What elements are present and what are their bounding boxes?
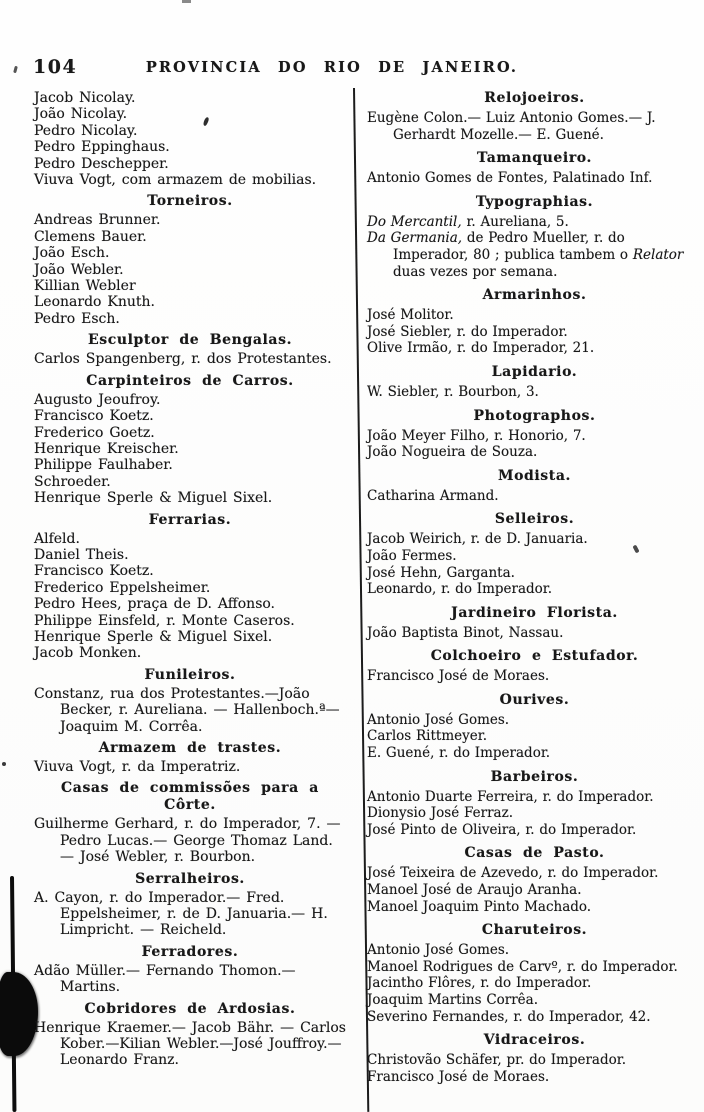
directory-entry bbox=[367, 340, 702, 357]
section-heading: Colchoeiro e Estufador. bbox=[430, 648, 639, 665]
entry-text: Carlos Spangenberg, r. dos Protestantes. bbox=[34, 351, 332, 368]
directory-entry bbox=[367, 822, 702, 839]
entry-text: Pedro Eppinghaus. bbox=[34, 139, 170, 156]
section-heading: Typographias. bbox=[475, 193, 594, 210]
entry-text: Carlos Rittmeyer. bbox=[367, 728, 487, 745]
entry-text: Killian Webler bbox=[34, 278, 136, 295]
right-column bbox=[352, 90, 704, 1085]
section-heading: Ourives. bbox=[499, 691, 570, 708]
directory-columns bbox=[0, 90, 704, 1085]
section-heading: Modista. bbox=[497, 467, 572, 484]
section-heading: Casas de Pasto. bbox=[464, 845, 605, 862]
directory-entry bbox=[34, 1020, 346, 1069]
directory-entry bbox=[34, 457, 346, 473]
left-column bbox=[0, 90, 352, 1085]
directory-section bbox=[34, 373, 346, 507]
directory-section bbox=[34, 512, 346, 662]
directory-section bbox=[367, 845, 702, 915]
directory-entry bbox=[34, 311, 346, 327]
entry-text: Catharina Armand. bbox=[367, 487, 499, 504]
entry-text: Viuva Vogt, com armazem de mobilias. bbox=[34, 172, 317, 189]
entry-text: r. Aureliana, 5. bbox=[461, 213, 569, 230]
directory-entry bbox=[367, 712, 702, 729]
entry-text: Henrique Sperle & Miguel Sixel. bbox=[34, 628, 273, 645]
directory-section bbox=[367, 194, 702, 280]
directory-entry bbox=[367, 548, 702, 565]
entry-text: Frederico Goetz. bbox=[34, 424, 155, 441]
directory-section bbox=[367, 364, 702, 401]
directory-section bbox=[367, 769, 702, 839]
directory-entry bbox=[34, 229, 346, 245]
directory-entry bbox=[367, 565, 702, 582]
entry-text: Clemens Bauer. bbox=[34, 228, 147, 245]
entry-text: A. Cayon, r. do Imperador.— Fred. Eppelsheimer, r. de D. Januaria.— H. Limpricht. — Reicheld. bbox=[34, 889, 328, 939]
entry-text: E. Guené, r. do Imperador. bbox=[367, 745, 551, 762]
entry-text: Dionysio José Ferraz. bbox=[367, 805, 513, 822]
entry-text: João Baptista Binot, Nassau. bbox=[367, 624, 564, 641]
directory-entry bbox=[34, 613, 346, 629]
entry-text: José Pinto de Oliveira, r. do Imperador. bbox=[367, 821, 637, 838]
directory-section bbox=[367, 511, 702, 597]
directory-section bbox=[34, 332, 346, 367]
page-number: 104 bbox=[33, 56, 78, 78]
directory-entry bbox=[34, 490, 346, 506]
directory-entry bbox=[34, 441, 346, 457]
section-heading: Relojoeiros. bbox=[484, 90, 585, 106]
directory-entry bbox=[34, 645, 346, 661]
directory-entry bbox=[367, 668, 702, 685]
directory-entry bbox=[34, 106, 346, 122]
entry-text: Eugène Colon.— Luiz Antonio Gomes.— J. Gerhardt Mozelle.— E. Guené. bbox=[367, 110, 656, 143]
entry-text: Pedro Nicolay. bbox=[34, 122, 138, 139]
entry-text: José Teixeira de Azevedo, r. do Imperador. bbox=[367, 865, 659, 882]
entry-text: Olive Irmão, r. do Imperador, 21. bbox=[367, 340, 595, 357]
directory-entry bbox=[367, 384, 702, 401]
directory-entry bbox=[34, 278, 346, 294]
entry-text: João Esch. bbox=[34, 245, 110, 262]
entry-text: Leonardo, r. do Imperador. bbox=[367, 581, 553, 598]
section-heading: Armarinhos. bbox=[482, 287, 587, 304]
directory-entry bbox=[367, 214, 702, 231]
directory-entry bbox=[367, 625, 702, 642]
directory-entry bbox=[34, 156, 346, 172]
directory-entry bbox=[367, 307, 702, 324]
directory-entry bbox=[367, 110, 702, 143]
entry-text: José Molitor. bbox=[367, 307, 454, 324]
directory-entry bbox=[34, 392, 346, 408]
section-heading: Jardineiro Florista. bbox=[451, 604, 618, 621]
directory-section bbox=[367, 648, 702, 685]
directory-entry bbox=[367, 942, 702, 959]
entry-text: Jacob Weirich, r. de D. Januaria. bbox=[367, 531, 588, 548]
directory-entry bbox=[34, 351, 346, 367]
directory-entry bbox=[367, 170, 702, 187]
entry-text: Guilherme Gerhard, r. do Imperador, 7. —Pedro Lucas.— George Thomaz Land. — José Webler, r. Bourbon. bbox=[34, 816, 341, 866]
directory-section bbox=[34, 944, 346, 996]
entry-text: Frederico Eppelsheimer. bbox=[34, 579, 211, 596]
directory-entry bbox=[34, 139, 346, 155]
directory-entry bbox=[34, 629, 346, 645]
entry-text: Viuva Vogt, r. da Imperatriz. bbox=[34, 759, 241, 775]
directory-entry bbox=[34, 580, 346, 596]
entry-text: Constanz, rua dos Protestantes.—João Becker, r. Aureliana. — Hallenboch.ª— Joaquim M. Corrêa. bbox=[34, 685, 340, 735]
directory-entry bbox=[34, 294, 346, 310]
directory-section bbox=[367, 150, 702, 187]
directory-entry bbox=[34, 759, 346, 775]
section-heading: Armazem de trastes. bbox=[98, 740, 282, 756]
directory-entry bbox=[367, 975, 702, 992]
directory-entry bbox=[367, 428, 702, 445]
entry-text: Antonio Duarte Ferreira, r. do Imperador. bbox=[367, 788, 654, 805]
entry-text: Pedro Hees, praça de D. Affonso. bbox=[34, 596, 276, 613]
entry-text-italic: Relator bbox=[632, 246, 684, 263]
directory-entry bbox=[367, 789, 702, 806]
directory-entry bbox=[34, 90, 346, 106]
entry-text: Manoel Joaquim Pinto Machado. bbox=[367, 898, 592, 915]
directory-entry bbox=[34, 596, 346, 612]
entry-text: João Webler. bbox=[34, 261, 124, 278]
entry-text: Jacob Monken. bbox=[34, 645, 142, 662]
directory-entry bbox=[34, 123, 346, 139]
section-heading: Esculptor de Bengalas. bbox=[87, 332, 293, 349]
section-heading: Torneiros. bbox=[147, 193, 233, 210]
directory-entry bbox=[34, 474, 346, 490]
page-title: PROVINCIA DO RIO DE JANEIRO. bbox=[145, 59, 519, 76]
directory-entry bbox=[34, 563, 346, 579]
section-heading: Funileiros. bbox=[144, 666, 236, 683]
directory-entry bbox=[367, 745, 702, 762]
entry-text: Augusto Jeoufroy. bbox=[34, 391, 161, 408]
directory-section bbox=[367, 692, 702, 762]
directory-entry bbox=[367, 882, 702, 899]
entry-text: Jacintho Flôres, r. do Imperador. bbox=[367, 975, 592, 992]
entry-text: de Pedro Mueller, r. do Imperador, 80 ; publica tambem o bbox=[393, 230, 633, 263]
scan-speck bbox=[182, 0, 191, 3]
directory-entry bbox=[367, 324, 702, 341]
section-heading: Casas de commissões para a Côrte. bbox=[61, 780, 319, 814]
directory-section bbox=[367, 605, 702, 642]
entry-text: João Fermes. bbox=[367, 547, 457, 564]
entry-text: Manoel José de Araujo Aranha. bbox=[367, 882, 582, 899]
entry-text: Pedro Deschepper. bbox=[34, 155, 169, 172]
directory-section bbox=[367, 90, 702, 143]
entry-text: José Hehn, Garganta. bbox=[367, 564, 515, 581]
directory-entry bbox=[367, 1069, 702, 1086]
directory-section bbox=[34, 871, 346, 939]
directory-section bbox=[367, 922, 702, 1025]
entry-text: Henrique Kreischer. bbox=[34, 440, 179, 457]
directory-section bbox=[367, 468, 702, 505]
entry-text: Francisco Koetz. bbox=[34, 563, 154, 580]
entry-text: Andreas Brunner. bbox=[34, 212, 161, 229]
section-heading: Selleiros. bbox=[494, 511, 575, 528]
entry-text: duas vezes por semana. bbox=[393, 263, 558, 280]
directory-entry bbox=[367, 899, 702, 916]
entry-text: João Meyer Filho, r. Honorio, 7. bbox=[367, 427, 586, 444]
directory-entry bbox=[34, 245, 346, 261]
section-heading: Tamanqueiro. bbox=[477, 150, 592, 167]
directory-section bbox=[34, 740, 346, 775]
directory-section bbox=[34, 1001, 346, 1069]
directory-entry bbox=[34, 890, 346, 939]
directory-entry bbox=[367, 728, 702, 745]
section-heading: Vidraceiros. bbox=[483, 1032, 586, 1049]
directory-entry bbox=[34, 816, 346, 865]
directory-section bbox=[367, 408, 702, 461]
directory-entry bbox=[367, 992, 702, 1009]
directory-entry bbox=[34, 963, 346, 996]
directory-entry bbox=[367, 1009, 702, 1026]
section-heading: Charuteiros. bbox=[481, 922, 588, 939]
entry-text: Leonardo Knuth. bbox=[34, 294, 155, 311]
entry-text: João Nogueira de Souza. bbox=[367, 444, 538, 461]
directory-section bbox=[34, 193, 346, 327]
directory-entry bbox=[367, 581, 702, 598]
directory-section bbox=[34, 90, 346, 188]
section-heading: Lapidario. bbox=[491, 363, 578, 380]
entry-text: Philippe Einsfeld, r. Monte Caseros. bbox=[34, 612, 295, 629]
entry-text: Philippe Faulhaber. bbox=[34, 457, 173, 474]
entry-text: Antonio José Gomes. bbox=[367, 942, 510, 959]
entry-text: José Siebler, r. do Imperador. bbox=[367, 323, 568, 340]
entry-text: Pedro Esch. bbox=[34, 310, 120, 327]
directory-entry bbox=[367, 531, 702, 548]
directory-entry bbox=[34, 531, 346, 547]
directory-section bbox=[34, 780, 346, 865]
entry-text-italic: Do Mercantil, bbox=[367, 213, 462, 230]
directory-entry bbox=[367, 1052, 702, 1069]
entry-text: Antonio José Gomes. bbox=[367, 711, 510, 728]
entry-text: Schroeder. bbox=[34, 473, 111, 490]
entry-text: Francisco José de Moraes. bbox=[367, 668, 550, 685]
directory-entry bbox=[367, 488, 702, 505]
entry-text: W. Siebler, r. Bourbon, 3. bbox=[367, 383, 539, 400]
directory-entry bbox=[34, 547, 346, 563]
directory-section bbox=[367, 287, 702, 357]
entry-text: Severino Fernandes, r. do Imperador, 42. bbox=[367, 1008, 651, 1025]
entry-text: Christovão Schäfer, pr. do Imperador. bbox=[367, 1052, 627, 1069]
entry-text: João Nicolay. bbox=[34, 106, 128, 123]
entry-text: Alfeld. bbox=[34, 530, 80, 547]
directory-entry bbox=[367, 959, 702, 976]
directory-entry bbox=[34, 262, 346, 278]
directory-entry bbox=[34, 425, 346, 441]
section-heading: Cobridores de Ardosias. bbox=[84, 1000, 296, 1017]
entry-text: Henrique Kraemer.— Jacob Bähr. — Carlos Kober.—Kilian Webler.—José Jouffroy.—Leonardo Franz. bbox=[34, 1019, 346, 1069]
entry-text: Adão Müller.— Fernando Thomon.— Martins. bbox=[34, 962, 296, 996]
entry-text: Daniel Theis. bbox=[34, 546, 129, 563]
directory-entry bbox=[34, 408, 346, 424]
entry-text: Francisco Koetz. bbox=[34, 408, 154, 425]
section-heading: Carpinteiros de Carros. bbox=[86, 372, 294, 389]
directory-entry bbox=[367, 865, 702, 882]
entry-text: Henrique Sperle & Miguel Sixel. bbox=[34, 490, 273, 507]
entry-text-italic: Da Germania, bbox=[367, 230, 463, 247]
entry-text: Joaquim Martins Corrêa. bbox=[367, 992, 539, 1008]
directory-entry bbox=[34, 212, 346, 228]
directory-entry bbox=[367, 805, 702, 822]
entry-text: Jacob Nicolay. bbox=[34, 90, 136, 106]
directory-section bbox=[34, 667, 346, 735]
section-heading: Ferrarias. bbox=[148, 511, 232, 528]
entry-text: Francisco José de Moraes. bbox=[367, 1068, 550, 1085]
directory-section bbox=[367, 1032, 702, 1085]
entry-text: Manoel Rodrigues de Carvº, r. do Imperador. bbox=[367, 958, 678, 975]
directory-entry bbox=[367, 444, 702, 461]
section-heading: Ferradores. bbox=[141, 943, 239, 960]
directory-entry bbox=[367, 230, 702, 280]
directory-entry bbox=[34, 172, 346, 188]
section-heading: Serralheiros. bbox=[135, 870, 245, 887]
section-heading: Barbeiros. bbox=[490, 768, 579, 785]
section-heading: Photographos. bbox=[473, 407, 596, 424]
directory-entry bbox=[34, 686, 346, 735]
entry-text: Antonio Gomes de Fontes, Palatinado Inf. bbox=[367, 170, 653, 187]
